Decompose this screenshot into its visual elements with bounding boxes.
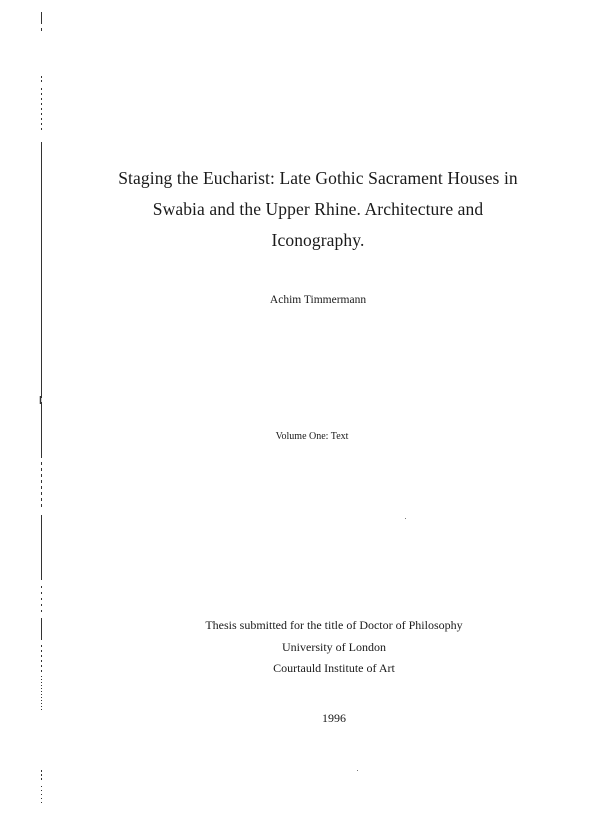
thesis-title-line: Staging the Eucharist: Late Gothic Sacrament Houses in [118,168,518,188]
thesis-title-line: Iconography. [271,230,365,250]
author-name: Achim Timmermann [269,294,367,306]
thesis-title-line: Swabia and the Upper Rhine. Architecture and [152,199,484,219]
volume-label: Volume One: Text [275,431,349,442]
scan-speck [405,518,406,519]
thesis-title [0,163,600,256]
submission-statement [0,615,600,680]
degree-line: Thesis submitted for the title of Doctor of Philosophy [205,618,463,632]
submission-year: 1996 [322,711,346,725]
institute-line: Courtauld Institute of Art [273,661,395,675]
university-line: University of London [282,639,386,654]
scan-speck [357,770,358,771]
